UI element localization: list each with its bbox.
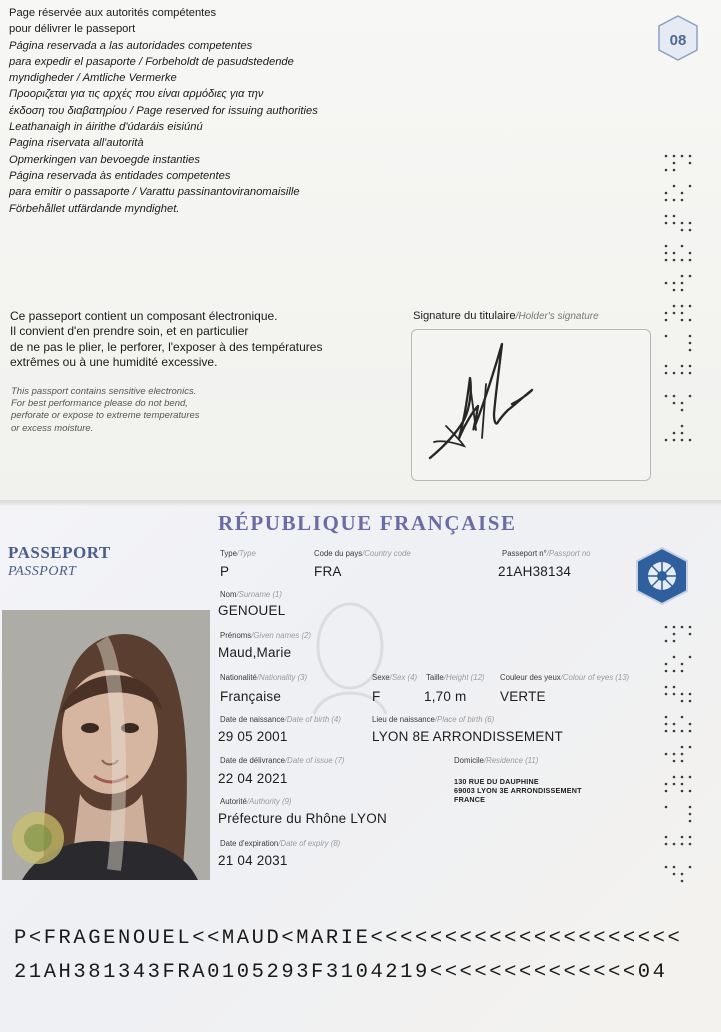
residence-line-3: FRANCE (454, 795, 486, 805)
signature-label: Signature du titulaire/Holder's signature (413, 310, 599, 322)
holder-signature (412, 330, 652, 482)
perforation-number-data (662, 621, 702, 891)
passport-number-label: Passeport n°/Passport no (502, 549, 591, 558)
sex-value: F (372, 689, 381, 704)
chip-notice-fr-line: de ne pas le plier, le perforer, l'exposer à des températures (10, 339, 323, 354)
issue-date-value: 22 04 2021 (218, 771, 288, 786)
mrz-line-1: P<FRAGENOUEL<<MAUD<MARIE<<<<<<<<<<<<<<<<<<<<< (14, 927, 683, 950)
mrz-line-2: 21AH381343FRA0105293F3104219<<<<<<<<<<<<<<04 (14, 961, 668, 984)
authority-value: Préfecture du Rhône LYON (218, 811, 387, 826)
issue-date-label: Date de délivrance/Date of issue (7) (220, 756, 345, 765)
nationality-label: Nationalité/Nationality (3) (220, 673, 308, 682)
legal-line: pour délivrer le passeport (9, 23, 136, 36)
birth-place-label: Lieu de naissance/Place of birth (6) (372, 715, 495, 724)
chip-notice-en-line: or excess moisture. (11, 422, 94, 434)
legal-line: Leathanaigh in áirithe d'údaráis eisiúnú (9, 121, 203, 134)
chip-notice-fr-line: extrêmes ou à une humidité excessive. (10, 355, 218, 370)
chip-notice-en-line: perforate or expose to extreme temperatures (11, 410, 200, 422)
residence-line-2: 69003 LYON 3E ARRONDISSEMENT (454, 786, 582, 796)
eye-colour-value: VERTE (500, 689, 546, 704)
document-title: PASSEPORT (8, 543, 111, 562)
chip-notice-en (11, 386, 200, 435)
legal-line: Pagina riservata all'autorità (9, 137, 144, 150)
residence-line-1: 130 RUE DU DAUPHINE (454, 777, 539, 786)
holder-photo (2, 610, 210, 880)
legal-line: έκδοση του διαβατηρίου / Page reserved for issuing authorities (9, 104, 318, 117)
machine-readable-zone (14, 922, 682, 990)
legal-line: para emitir o passaporte / Varattu passinantoviranomaisille (9, 186, 300, 199)
given-names-label: Prénoms/Given names (2) (220, 631, 312, 640)
expiry-date-label: Date d'expiration/Date of expiry (8) (220, 839, 341, 848)
observations-page (0, 0, 721, 500)
legal-line: Προοριζεται για τις αρχές που είναι αρμόδιες για την (9, 88, 264, 101)
country-header: RÉPUBLIQUE FRANÇAISE (218, 511, 517, 535)
ghost-portrait (300, 596, 400, 716)
chip-notice-fr-line: Il convient d'en prendre soin, et en particulier (10, 324, 249, 339)
passport-number-value: 21AH38134 (498, 564, 572, 579)
height-value: 1,70 m (424, 689, 467, 704)
chip-notice-en-line: This passport contains sensitive electronics. (11, 386, 197, 397)
legal-line: Förbehållet utfärdande myndighet. (9, 202, 180, 215)
residence-value (454, 777, 644, 805)
signature-box (411, 329, 651, 481)
given-names-value: Maud,Marie (218, 645, 292, 660)
authority-label: Autorité/Authority (9) (220, 797, 292, 806)
chip-notice-fr (10, 309, 322, 371)
legal-line: myndigheder / Amtliche Vermerke (9, 72, 177, 85)
legal-line: Opmerkingen van bevoegde instanties (9, 153, 200, 166)
legal-line: Page réservée aux autorités compétentes (9, 7, 217, 19)
type-label: Type/Type (220, 549, 256, 558)
nationality-value: Française (220, 689, 282, 704)
birth-date-value: 29 05 2001 (218, 729, 288, 744)
surname-value: GENOUEL (218, 603, 286, 618)
height-label: Taille/Height (12) (426, 673, 485, 682)
chip-emblem-icon (634, 546, 690, 606)
authorities-legal-text (9, 5, 318, 217)
birth-place-value: LYON 8E ARRONDISSEMENT (372, 729, 563, 744)
chip-notice-fr-line: Ce passeport contient un composant électronique. (10, 309, 278, 323)
sex-label: Sexe/Sex (4) (372, 673, 418, 682)
residence-label: Domicile/Residence (11) (454, 756, 539, 765)
type-value: P (220, 564, 230, 579)
passport-data-page (0, 506, 721, 1032)
expiry-date-value: 21 04 2031 (218, 853, 288, 868)
legal-line: Página reservada às entidades competentes (9, 169, 231, 182)
page-number-badge (656, 14, 700, 62)
page-number-text: 08 (669, 32, 687, 49)
document-title-en: PASSPORT (8, 564, 77, 579)
perforation-number-top (662, 150, 702, 450)
eye-colour-label: Couleur des yeux/Colour of eyes (13) (500, 673, 630, 682)
birth-date-label: Date de naissance/Date of birth (4) (220, 715, 341, 724)
chip-notice-en-line: For best performance please do not bend, (11, 398, 188, 410)
legal-line: Página reservada a las autoridades competentes (9, 39, 253, 52)
country-code-value: FRA (314, 564, 342, 579)
legal-line: para expedir el pasaporte / Forbeholdt de pasudstedende (9, 55, 294, 68)
country-code-label: Code du pays/Country code (314, 549, 411, 558)
surname-label: Nom/Surname (1) (220, 590, 282, 599)
